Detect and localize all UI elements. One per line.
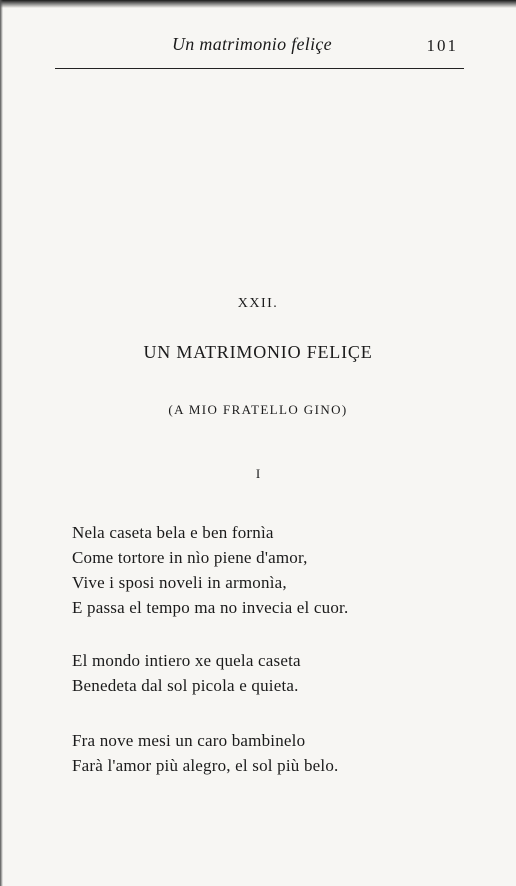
stanza-3 bbox=[72, 728, 338, 778]
verse-line: E passa el tempo ma no invecia el cuor. bbox=[72, 598, 349, 617]
header-rule bbox=[55, 68, 464, 69]
section-number: XXII. bbox=[237, 296, 279, 311]
part-number: I bbox=[255, 466, 261, 481]
verse-line: Fra nove mesi un caro bambinelo bbox=[72, 731, 306, 750]
verse-line: El mondo intiero xe quela caseta bbox=[72, 651, 301, 670]
page-top-shadow bbox=[0, 0, 516, 8]
running-title: Un matrimonio feliçe bbox=[172, 34, 332, 54]
stanza-2 bbox=[72, 648, 301, 698]
verse-line: Benedeta dal sol picola e quieta. bbox=[72, 676, 299, 695]
poem-dedication: (A MIO FRATELLO GINO) bbox=[168, 402, 348, 417]
page-number: 101 bbox=[426, 36, 458, 55]
verse-line: Farà l'amor più alegro, el sol più belo. bbox=[72, 756, 339, 775]
poem-title: UN MATRIMONIO FELIÇE bbox=[143, 342, 373, 362]
verse-line: Vive i sposi noveli in armonìa, bbox=[72, 573, 287, 592]
verse-line: Nela caseta bela e ben fornìa bbox=[72, 523, 274, 542]
running-head bbox=[0, 34, 516, 58]
page-left-edge bbox=[0, 0, 3, 886]
stanza-1 bbox=[72, 520, 348, 620]
verse-line: Come tortore in nìo piene d'amor, bbox=[72, 548, 308, 567]
